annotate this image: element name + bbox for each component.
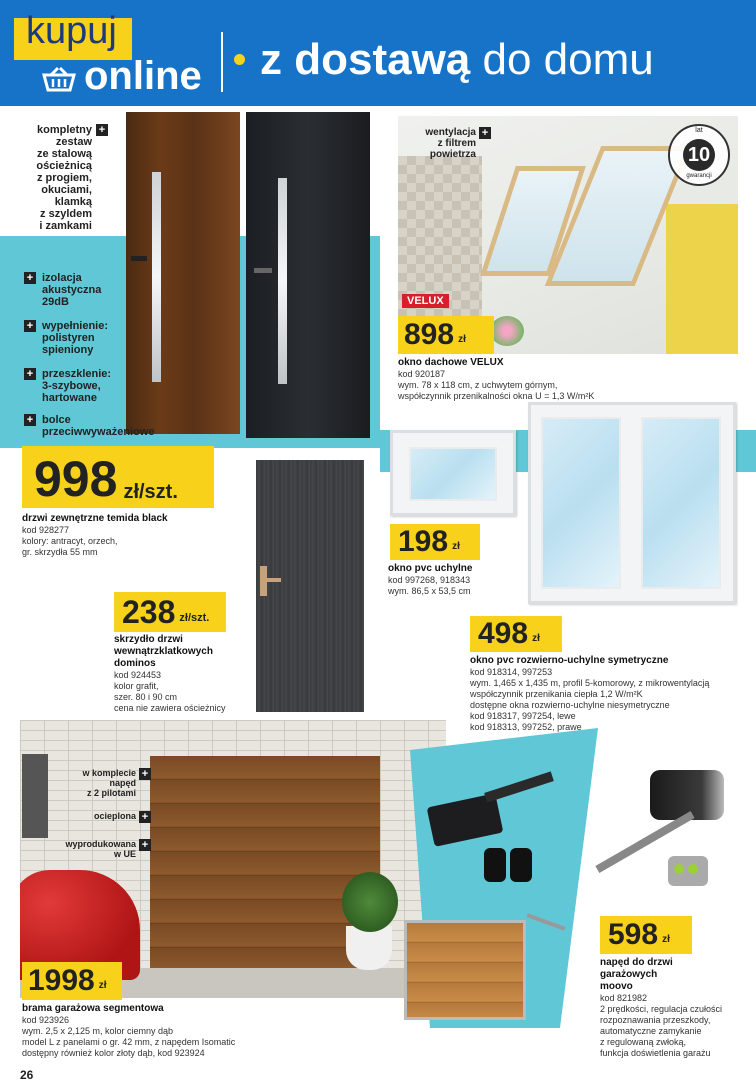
plant [342,872,398,932]
pvc-tilt-window-photo [390,430,516,516]
basket-icon [42,66,76,92]
online-label: online [84,54,202,98]
price-value: 998 [34,451,118,507]
product-detail: cena nie zawiera ościeżnicy [114,703,226,713]
pvc-symmetric-window-photo [528,402,736,604]
door-feature-bolts [42,414,154,438]
feature-line: powietrza [429,149,476,160]
velux-feature [420,127,476,160]
feature-line: przeszklenie: [42,368,112,380]
door1-info [22,513,222,558]
price-value: 198 [398,525,449,558]
product-detail: wym. 1,465 x 1,435 m, profil 5-komorowy, z mikrowentylacją [470,678,710,688]
door-handle [131,256,147,261]
plus-icon [24,320,36,332]
product-code: kod 918314, 997253 [470,667,553,677]
plus-icon [139,811,151,823]
price-currency: zł/szt. [123,480,178,503]
feature-line: ze stalową [36,148,92,160]
remote-button [674,864,684,874]
product-name: brama garażowa segmentowa [22,1003,164,1014]
velux-price-tag [398,316,494,354]
plus-icon [24,414,36,426]
tagline-rest: do domu [482,35,654,84]
product-name: garażowych [600,969,658,980]
window-glass [409,447,497,501]
plant-pot [346,926,392,970]
product-name: okno pvc rozwierno-uchylne symetryczne [470,655,669,666]
price-currency: zł/szt. [179,612,210,625]
price-value: 1998 [28,964,95,997]
pvc-tilt-price-tag [390,524,480,560]
remote-control [668,856,708,886]
feature-line: w komplecie [82,768,136,778]
product-name: okno pvc uchylne [388,563,473,574]
feature-line: z 2 pilotami [86,788,136,798]
feature-line: okuciami, [41,184,92,196]
door-feature-glazing [42,368,111,404]
garage-feature-eu [54,839,136,859]
price-currency: zł [452,540,460,552]
header-divider [221,32,223,92]
warranty-badge [668,124,730,186]
product-detail: model L z panelami o gr. 42 mm, z napędem Isomatic [22,1037,236,1047]
feature-line: zestaw [55,136,92,148]
feature-line: napęd [109,778,136,788]
price-currency: zł [458,333,466,345]
remote-control [484,848,506,882]
door-features-top [20,124,92,232]
feature-line: wyprodukowana [65,839,136,849]
inner-door-info [114,634,254,714]
feature-line: izolacja [42,272,82,284]
feature-line: przeciwwyważeniowe [42,426,155,438]
product-detail: dostępne okna rozwierno-uchylne niesymetryczne [470,700,670,710]
feature-line: z szyldem [40,208,92,220]
inner-door-photo [256,460,364,712]
feature-line: bolce [42,414,71,426]
feature-line: 3-szybowe, [42,380,101,392]
product-detail: gr. skrzydła 55 mm [22,547,98,557]
feature-line: z filtrem [437,138,476,149]
product-detail: szer. 80 i 90 cm [114,692,178,702]
feature-line: 29dB [42,296,69,308]
window-glass [541,417,621,589]
door-handle [265,578,281,582]
product-detail: z regulowaną zwłoką, [600,1037,687,1047]
window-frame [22,754,48,838]
garage-door-photo [20,720,446,998]
product-detail: funkcja doświetlenia garażu [600,1048,711,1058]
remote-button [688,864,698,874]
drive-info [600,957,750,1059]
remote-control [510,848,532,882]
warranty-top-label: lat [695,127,703,134]
product-name: wewnątrzklatkowych [114,646,213,657]
product-detail: kod 918317, 997254, lewe [470,711,576,721]
garage-feature-insulated [64,811,136,821]
garage-price-tag [22,962,122,1000]
window-glass [641,417,721,589]
product-name: napęd do drzwi [600,957,673,968]
feature-line: akustyczna [42,284,102,296]
warranty-years: 10 [683,139,715,171]
plus-icon [24,368,36,380]
kupuj-label: kupuj [26,10,117,52]
product-detail: wym. 86,5 x 53,5 cm [388,586,471,596]
product-detail: dostępny również kolor złoty dąb, kod 923924 [22,1048,205,1058]
garage-door-small [404,920,526,1020]
feature-line: polistyren [42,332,95,344]
product-code: kod 924453 [114,670,162,680]
product-code: kod 923926 [22,1015,70,1025]
product-detail: 2 prędkości, regulacja czułości [600,1004,723,1014]
door-feature-acoustic [42,272,101,308]
plus-icon [96,124,108,136]
price-value: 498 [478,617,529,650]
page-number: 26 [20,1068,34,1082]
door1-price-tag [22,446,214,508]
product-name: okno dachowe VELUX [398,357,504,368]
pvc-symmetric-info [470,655,750,733]
plus-icon [479,127,491,139]
product-code: kod 821982 [600,993,648,1003]
pvc-tilt-info [388,563,528,597]
flowers [490,316,524,346]
plus-icon [139,768,151,780]
product-detail: kod 918313, 997252, prawe [470,722,582,732]
velux-info [398,357,698,402]
header-banner [0,0,756,106]
warranty-bottom-label: gwarancji [686,173,712,179]
header-tagline [260,35,654,84]
garage-info [22,1003,322,1059]
feature-line: z progiem, [36,172,92,184]
product-code: kod 928277 [22,525,70,535]
inner-door-price-tag [114,592,226,632]
velux-logo: VELUX [402,294,449,308]
product-name: moovo [600,981,633,992]
product-code: kod 920187 [398,369,446,379]
feature-line: spieniony [42,344,94,356]
door-photo-walnut [126,112,240,434]
plus-icon [24,272,36,284]
feature-line: hartowane [42,392,98,404]
product-code: kod 997268, 918343 [388,575,471,585]
price-currency: zł [662,933,670,945]
feature-line: ocieplona [93,811,136,821]
feature-line: ościeżnicą [36,160,92,172]
price-currency: zł [532,632,540,644]
tagline-bold: z dostawą [260,35,471,84]
price-value: 898 [404,318,455,351]
plus-icon [139,839,151,851]
feature-line: klamką [54,196,92,208]
product-name: skrzydło drzwi [114,634,183,645]
feature-line: wentylacja [425,127,476,138]
price-value: 238 [122,594,176,630]
product-detail: wym. 2,5 x 2,125 m, kolor ciemny dąb [22,1026,174,1036]
door-feature-filling [42,320,108,356]
feature-line: w UE [113,849,136,859]
feature-line: i zamkami [39,220,92,232]
door-glass-strip [278,178,287,384]
garage-feature-kit [64,768,136,798]
product-detail: współczynnik przenikania ciepła 1,2 W/m²K [470,689,643,699]
bullet-dot [234,54,245,65]
product-detail: rozpoznawania przeszkody, [600,1015,711,1025]
feature-line: kompletny [36,124,92,136]
door-glass-strip [152,172,161,382]
product-name: dominos [114,658,156,669]
product-detail: wym. 78 x 118 cm, z uchwytem górnym, [398,380,558,390]
product-detail: współczynnik przenikalności okna U = 1,3 W/m²K [398,391,595,401]
product-detail: kolory: antracyt, orzech, [22,536,118,546]
product-name: drzwi zewnętrzne temida black [22,513,168,524]
drive-price-tag [600,916,692,954]
door-photo-black [246,112,370,438]
pvc-symmetric-price-tag [470,616,562,652]
product-detail: kolor grafit, [114,681,159,691]
price-value: 598 [608,918,659,951]
price-currency: zł [98,979,107,991]
door-handle [254,268,272,273]
product-detail: automatyczne zamykanie [600,1026,702,1036]
feature-line: wypełnienie: [42,320,109,332]
yellow-wall [666,204,738,354]
